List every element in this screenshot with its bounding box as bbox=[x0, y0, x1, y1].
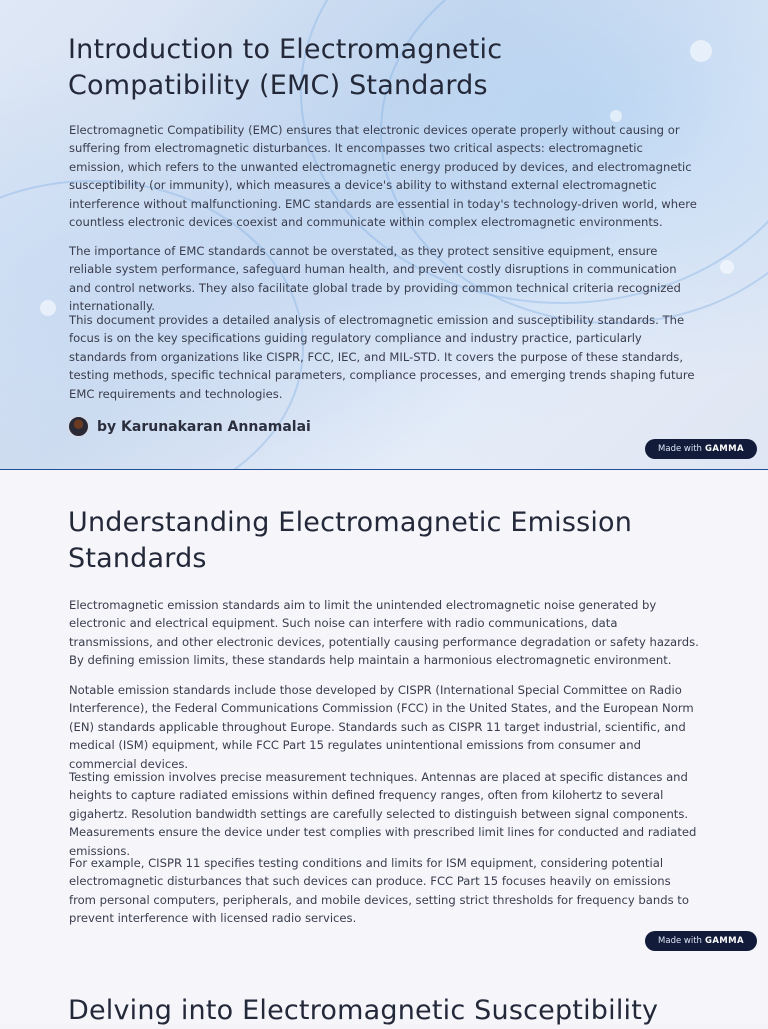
badge-prefix: Made with bbox=[658, 444, 702, 454]
intro-paragraph: Electromagnetic Compatibility (EMC) ensures that electronic devices operate properly without causing or suffering from electromagnetic disturbances. It encompasses two critical aspects: electromagnetic emission, which refers to the unwanted electromagnetic energy produced by devices, and electromagnetic susceptibility (or immunity), which measures a device's ability to withstand external electromagnetic interference without malfunctioning. EMC standards are essential in today's technology-driven world, where countless electronic devices coexist and communicate within complex electromagnetic environments. bbox=[69, 123, 697, 230]
emission-standards-slide bbox=[0, 470, 768, 1024]
decorative-light bbox=[690, 40, 712, 62]
made-with-gamma-badge[interactable] bbox=[645, 439, 757, 459]
intro-slide bbox=[0, 0, 768, 470]
section-paragraph: Notable emission standards include those developed by CISPR (International Special Committee on Radio Interference), the Federal Communications Commission (FCC) in the United States, and the European Norm (EN) standards applicable throughout Europe. Standards such as CISPR 11 target industrial, scientific, and medical (ISM) equipment, while FCC Part 15 regulates unintentional emissions from consumer and commercial devices. bbox=[69, 683, 694, 771]
section-paragraph: Testing emission involves precise measurement techniques. Antennas are placed at specific distances and heights to capture radiated emissions within defined frequency ranges, often from kilohertz to several gigahertz. Resolution bandwidth settings are carefully selected to distinguish between signal components. Measurements ensure the device under test complies with prescribed limit lines for conducted and radiated emissions. bbox=[69, 770, 697, 858]
made-with-gamma-badge[interactable] bbox=[645, 931, 757, 951]
author-byline bbox=[68, 416, 311, 437]
decorative-light bbox=[40, 300, 56, 316]
next-section-title: Delving into Electromagnetic Susceptibility bbox=[68, 995, 659, 1026]
section-paragraph: Electromagnetic emission standards aim to limit the unintended electromagnetic noise generated by electronic and electrical equipment. Such noise can interfere with radio communications, data transmissions, and other electronic devices, potentially causing performance degradation or safety hazards. By defining emission limits, these standards help maintain a harmonious electromagnetic environment. bbox=[69, 598, 699, 668]
decorative-light bbox=[720, 260, 734, 274]
gamma-logo-text: GAMMA bbox=[704, 936, 744, 946]
page-title: Introduction to Electromagnetic Compatibility (EMC) Standards bbox=[68, 34, 503, 101]
badge-prefix: Made with bbox=[658, 936, 702, 946]
avatar bbox=[68, 416, 89, 437]
section-title: Understanding Electromagnetic Emission Standards bbox=[68, 507, 633, 574]
section-paragraph: For example, CISPR 11 specifies testing conditions and limits for ISM equipment, considering potential electromagnetic disturbances that such devices can produce. FCC Part 15 focuses heavily on emissions from personal computers, peripherals, and mobile devices, setting strict thresholds for frequency bands to prevent interference with licensed radio services. bbox=[69, 856, 689, 926]
gamma-logo-text: GAMMA bbox=[704, 444, 744, 454]
intro-paragraph: This document provides a detailed analysis of electromagnetic emission and susceptibility standards. The focus is on the key specifications guiding regulatory compliance and industry practice, particularly standards from organizations like CISPR, FCC, IEC, and MIL-STD. It covers the purpose of these standards, testing methods, specific technical parameters, compliance processes, and emerging trends shaping future EMC requirements and technologies. bbox=[69, 313, 695, 401]
intro-paragraph: The importance of EMC standards cannot be overstated, as they protect sensitive equipment, ensure reliable system performance, safeguard human health, and prevent costly disruptions in communication and control networks. They also facilitate global trade by providing common technical criteria recognized internationally. bbox=[69, 244, 681, 314]
author-name: by Karunakaran Annamalai bbox=[97, 418, 311, 435]
